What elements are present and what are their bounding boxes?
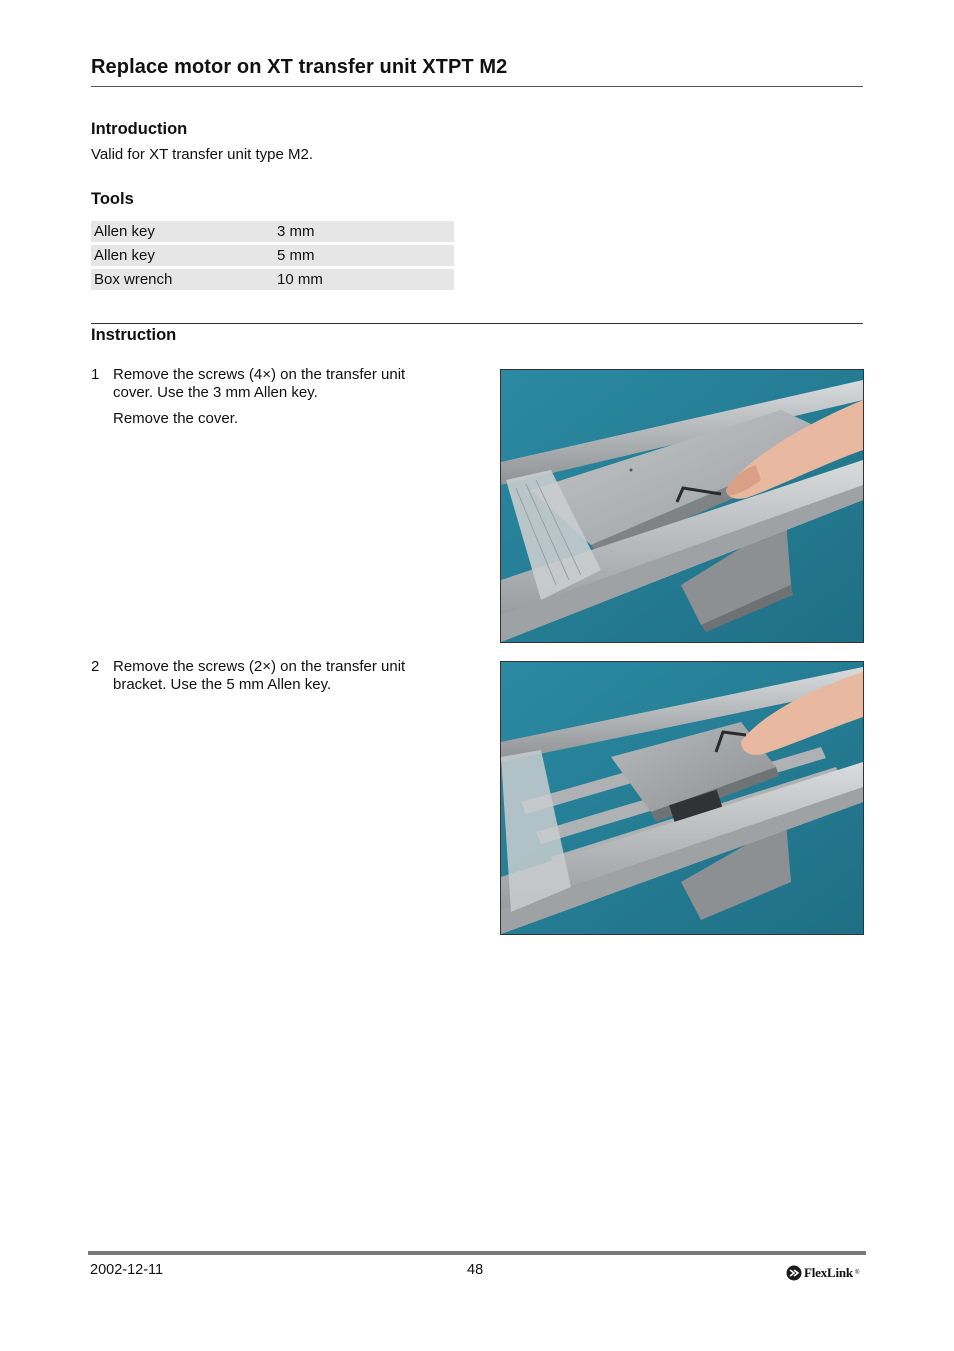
table-row [91,221,454,244]
step-1-text [113,366,443,402]
registered-mark: ® [854,1270,860,1276]
tools-heading: Tools [91,190,134,208]
tool-size: 5 mm [274,244,454,268]
table-row [91,268,454,292]
step-number: 1 [91,366,100,383]
title-divider [91,86,863,87]
introduction-heading: Introduction [91,120,188,138]
instruction-heading: Instruction [91,326,177,344]
tool-size: 10 mm [274,268,454,292]
flexlink-logo-icon [786,1265,802,1281]
tool-size: 3 mm [274,221,454,244]
tool-name: Box wrench [91,268,274,292]
tools-table [91,221,454,293]
instruction-divider [91,323,863,324]
table-row [91,244,454,268]
step-line: Remove the screws (4×) on the transfer unit [113,366,406,383]
step-2-text [113,658,443,694]
step-line: cover. Use the 3 mm Allen key. [113,384,318,401]
brand-name: FlexLink [804,1265,853,1280]
transfer-unit-bracket-photo [501,662,863,934]
flexlink-logo [786,1265,859,1281]
step-1-extra: Remove the cover. [113,410,239,427]
tool-name: Allen key [91,221,274,244]
step-1-photo [500,369,864,643]
step-number: 2 [91,658,100,675]
step-line: bracket. Use the 5 mm Allen key. [113,676,332,693]
step-2-photo [500,661,864,935]
page-title: Replace motor on XT transfer unit XTPT M2 [91,56,508,78]
introduction-text: Valid for XT transfer unit type M2. [91,146,314,163]
step-line: Remove the screws (2×) on the transfer unit [113,658,406,675]
transfer-unit-cover-photo [501,370,863,642]
page-number: 48 [467,1262,484,1278]
footer-divider [88,1251,866,1255]
tool-name: Allen key [91,244,274,268]
footer-date: 2002-12-11 [90,1262,164,1278]
